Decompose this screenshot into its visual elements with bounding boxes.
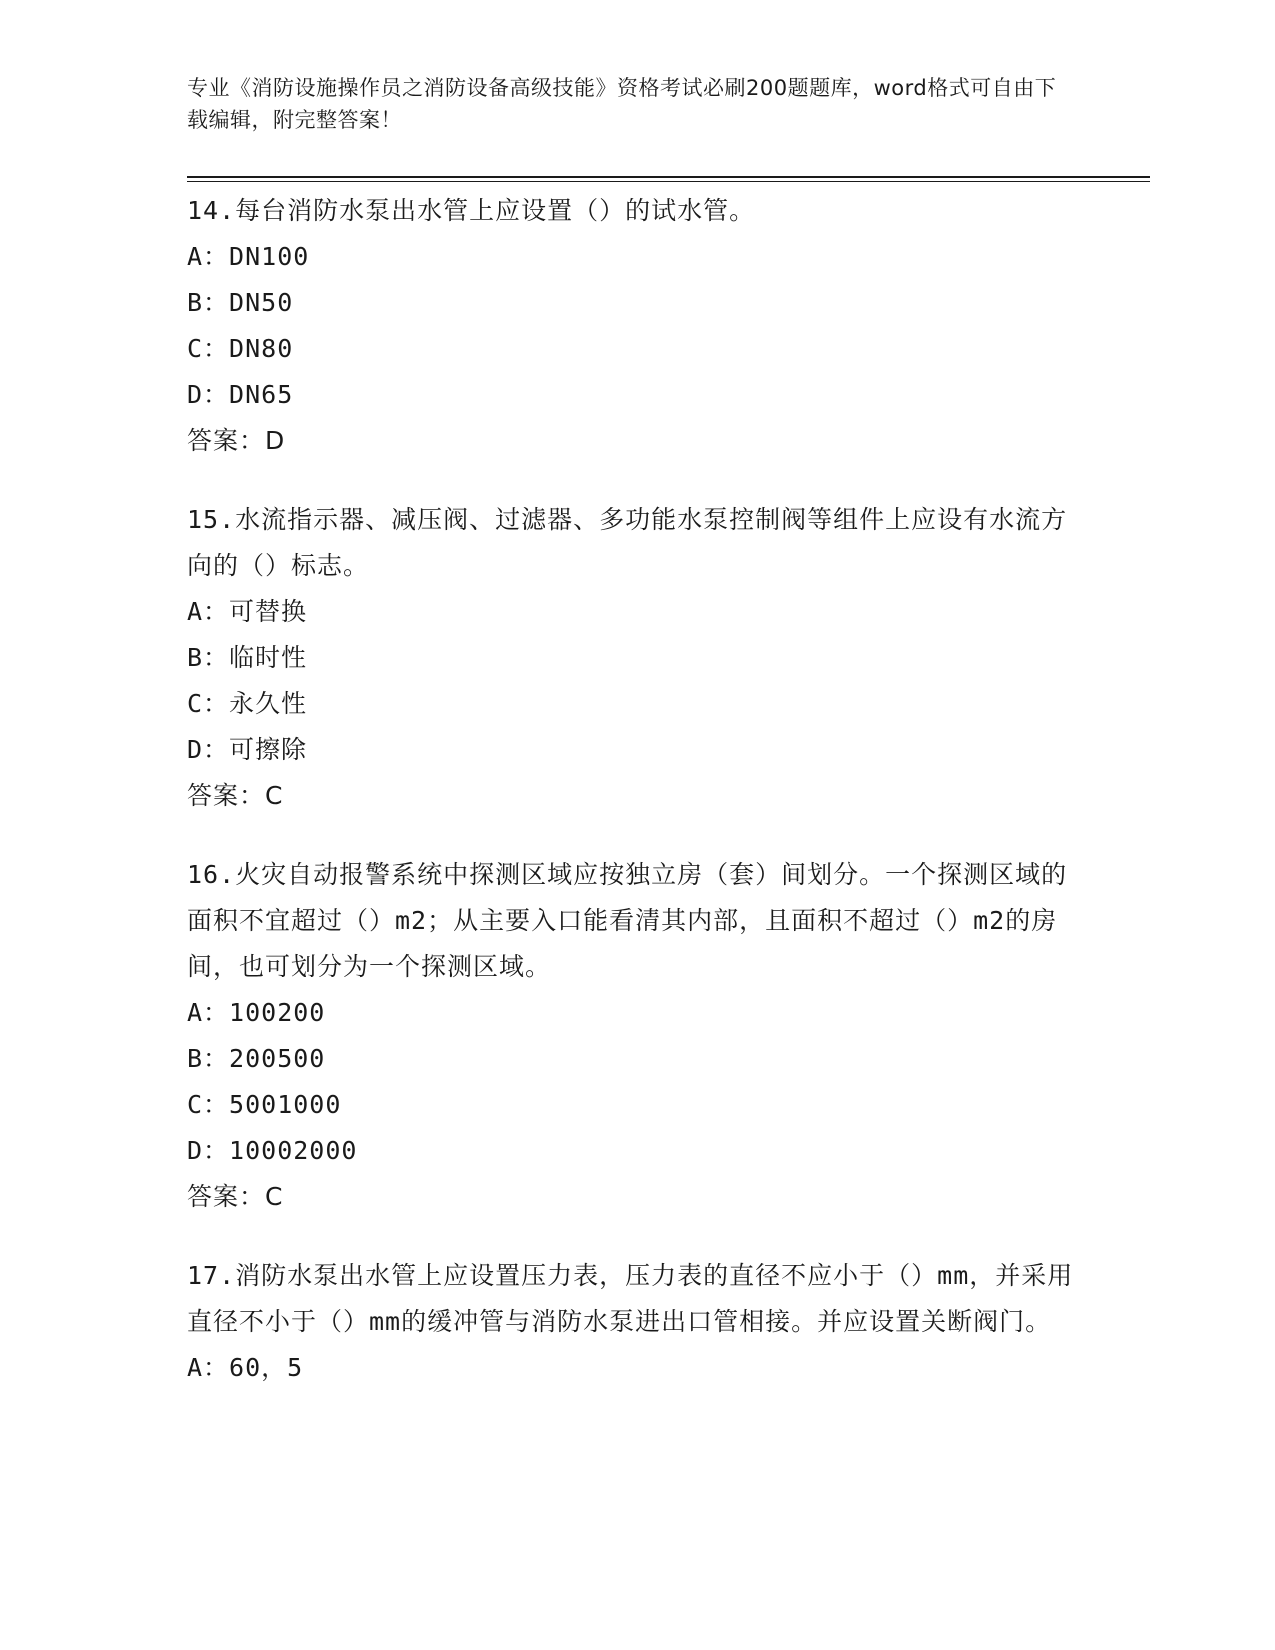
option-c: C：DN80 — [187, 334, 294, 363]
option-a: A：DN100 — [187, 242, 310, 271]
question-16 — [187, 852, 1087, 1220]
option-a: A：60，5 — [187, 1353, 304, 1382]
option-b: B：200500 — [187, 1044, 326, 1073]
question-stem: 17.消防水泵出水管上应设置压力表，压力表的直径不应小于（）mm，并采用直径不小于（）mm的缓冲管与消防水泵进出口管相接。并应设置关断阀门。 — [187, 1261, 1074, 1336]
question-15 — [187, 497, 1087, 819]
question-stem: 14.每台消防水泵出水管上应设置（）的试水管。 — [187, 196, 756, 225]
question-list — [187, 188, 1087, 1424]
answer-text: 答案：C — [187, 781, 284, 810]
question-stem: 16.火灾自动报警系统中探测区域应按独立房（套）间划分。一个探测区域的面积不宜超过（）m2；从主要入口能看清其内部，且面积不超过（）m2的房间，也可划分为一个探测区域。 — [187, 860, 1068, 981]
answer-text: 答案：C — [187, 1182, 284, 1211]
question-17 — [187, 1253, 1087, 1391]
answer-text: 答案：D — [187, 426, 286, 455]
option-d: D：可擦除 — [187, 735, 308, 764]
option-d: D：10002000 — [187, 1136, 358, 1165]
option-a: A：100200 — [187, 998, 326, 1027]
option-c: C：永久性 — [187, 689, 308, 718]
option-d: D：DN65 — [187, 380, 294, 409]
header-rule-thick — [187, 176, 1150, 178]
option-b: B：DN50 — [187, 288, 294, 317]
option-b: B：临时性 — [187, 643, 308, 672]
header-rule-thin — [187, 181, 1150, 182]
question-14 — [187, 188, 1087, 464]
option-a: A：可替换 — [187, 597, 308, 626]
question-stem: 15.水流指示器、减压阀、过滤器、多功能水泵控制阀等组件上应设有水流方向的（）标志。 — [187, 505, 1068, 580]
option-c: C：5001000 — [187, 1090, 342, 1119]
document-header: 专业《消防设施操作员之消防设备高级技能》资格考试必刷200题题库，word格式可自由下载编辑，附完整答案！ — [187, 76, 1057, 132]
